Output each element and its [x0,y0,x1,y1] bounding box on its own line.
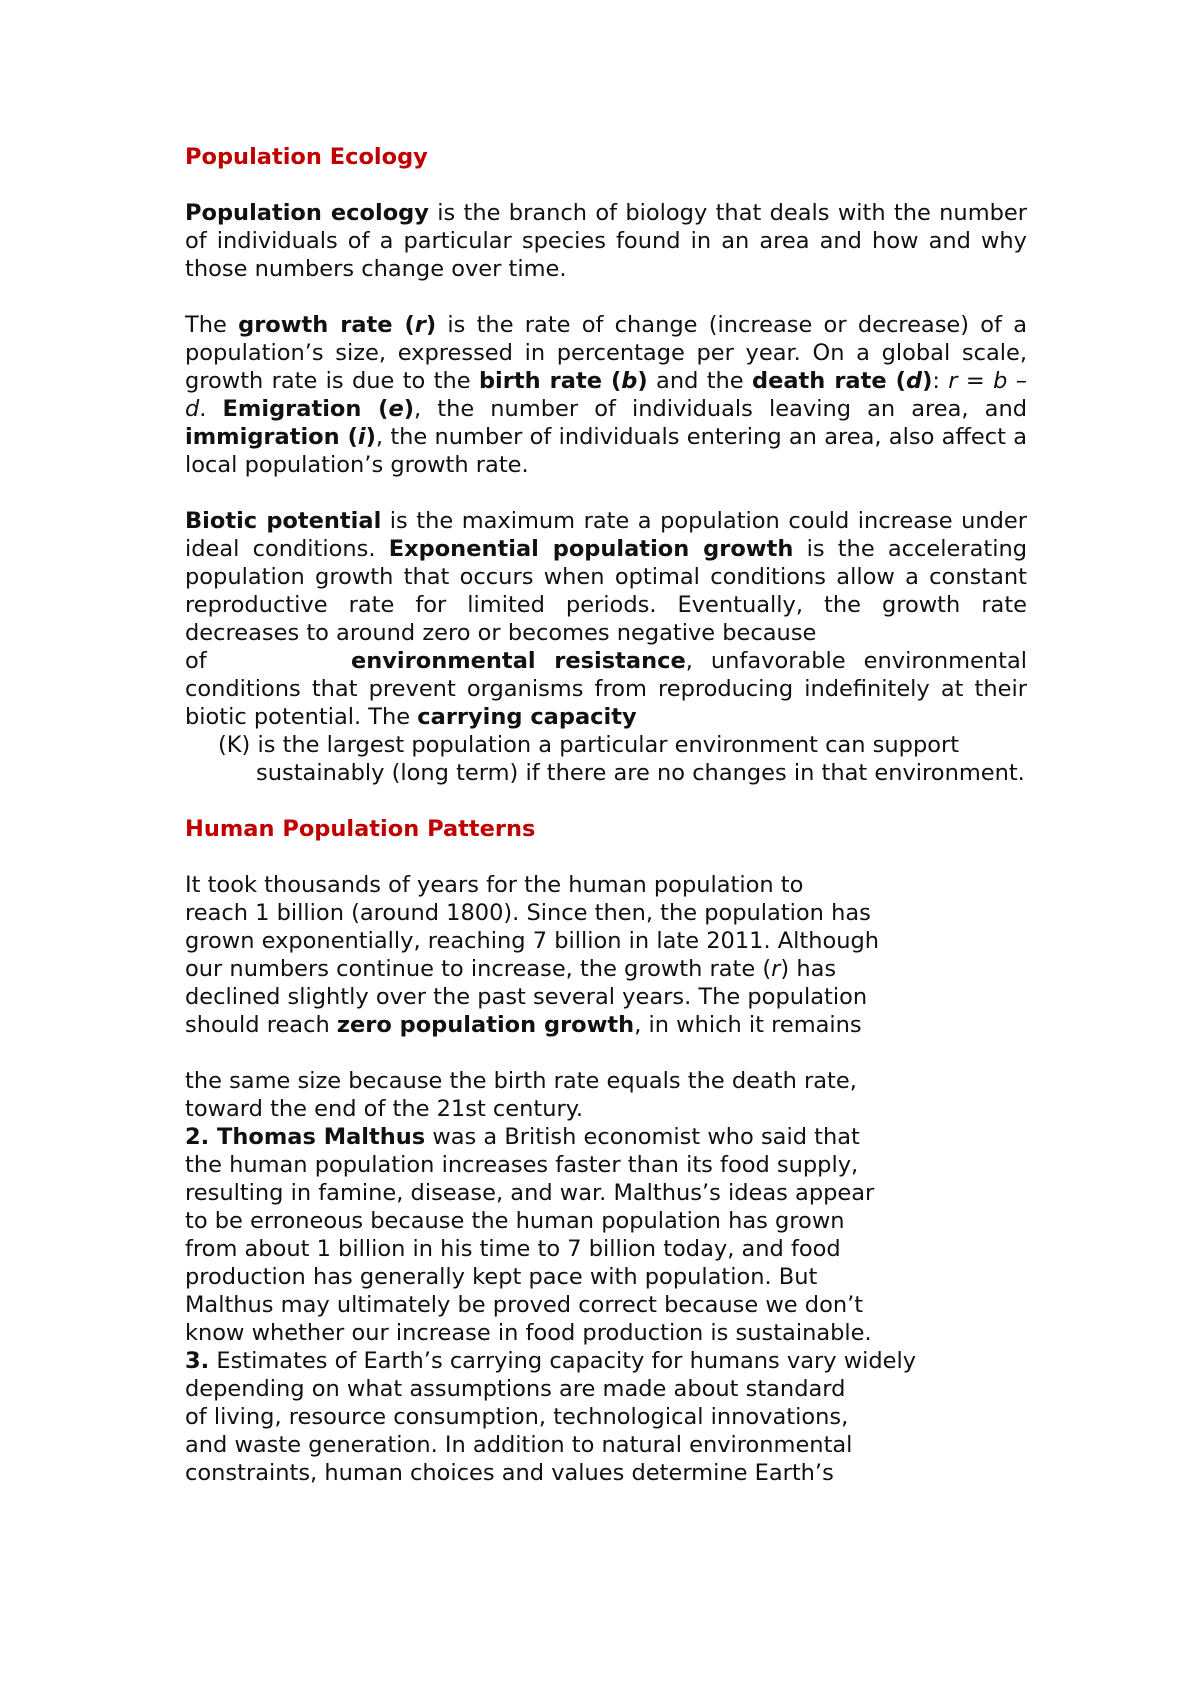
paragraph-biotic-potential: Biotic potential is the maximum rate a population could increase under ideal conditions. Exponential population growth is the accelerating population growth that occurs when optimal conditions allow a constant reproductive rate for limited periods. Eventually, the growth rate decreases to around zero or becomes negative because [185,508,1028,646]
term-growth-rate: growth rate (r) [238,312,437,338]
list-number-3: 3. [185,1348,210,1374]
term-exponential-growth: Exponential population growth [388,536,794,562]
term-death-rate: death rate (d) [751,368,933,394]
paragraph-malthus-and-capacity: the same size because the birth rate equals the death rate, toward the end of the 21st century. 2. Thomas Malthus was a British economist who said that the human population increases faster than its food supply, resulting in famine, disease, and war. Malthus’s ideas appear to be erroneous because the human population has grown from about 1 billion in his time to 7 billion today, and food production has generally kept pace with population. But Malthus may ultimately be proved correct because we don’t know whether our increase in food production is sustainable. 3. Estimates of Earth’s carrying capacity for humans vary widely depending on what assumptions are made about standard of living, resource consumption, technological innovations, and waste generation. In addition to natural environmental constraints, human choices and values determine Earth’s [185,1068,917,1486]
paragraph-human-population: It took thousands of years for the human population to reach 1 billion (around 1800). Since then, the population has grown exponentially, reaching 7 billion in late 2011. Although our numbers continue to increase, the growth rate (r) has declined slightly over the past several years. The population should reach zero population growth, in which it remains [185,872,880,1038]
term-carrying-capacity: carrying capacity [417,704,637,730]
term-biotic-potential: Biotic potential [185,508,382,534]
term-thomas-malthus: 2. Thomas Malthus [185,1124,426,1150]
heading-population-ecology: Population Ecology [185,144,428,170]
term-birth-rate: birth rate (b) [478,368,648,394]
paragraph-environmental-resistance: of environmental resistance, unfavorable environmental conditions that prevent organisms from reproducing indefinitely at their biotic potential. The carrying capacity [185,648,1028,730]
document-page [185,143,1027,1487]
heading-human-population-patterns: Human Population Patterns [185,816,536,842]
carrying-capacity-continued: sustainably (long term) if there are no changes in that environment. [256,760,1025,786]
paragraph-growth-rate: The growth rate (r) is the rate of change (increase or decrease) of a population’s size, expressed in percentage per year. On a global scale, growth rate is due to the birth rate (b) and the death rate (d): r = b – d. Emigration (e), the number of individuals leaving an area, and immigration (i), the number of individuals entering an area, also affect a local population’s growth rate. [185,312,1028,478]
term-environmental-resistance: environmental resistance [350,648,686,674]
term-emigration: Emigration (e) [222,396,415,422]
term-immigration: immigration (i) [185,424,376,450]
term-population-ecology: Population ecology [185,200,429,226]
paragraph-population-ecology-definition: Population ecology is the branch of biology that deals with the number of individuals of a particular species found in an area and how and why those numbers change over time. [185,200,1027,282]
carrying-capacity-line: (K) is the largest population a particular environment can support [218,732,960,758]
term-zero-population-growth: zero population growth [336,1012,635,1038]
